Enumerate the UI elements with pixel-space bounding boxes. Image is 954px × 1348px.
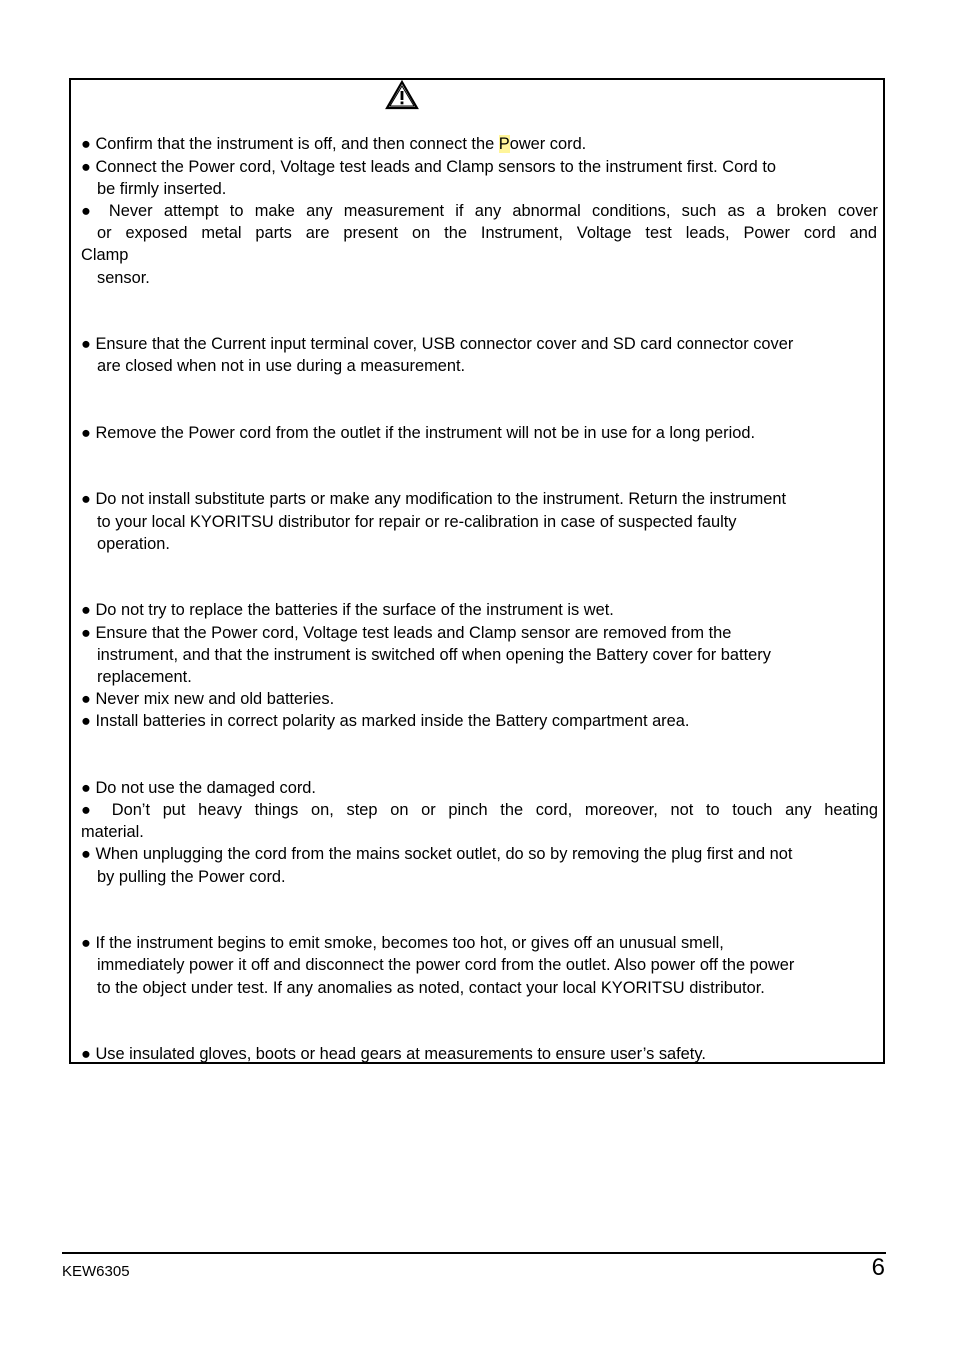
bullet-smoke: ● If the instrument begins to emit smoke, becomes too hot, or gives off an unusual smell,: [81, 934, 724, 952]
warning-box: [69, 78, 885, 1064]
bullet-no-modification: ● Do not install substitute parts or make any modification to the instrument. Return the instrument: [81, 490, 787, 508]
bullet-covers-closed: ● Ensure that the Current input terminal cover, USB connector cover and SD card connector cover: [81, 335, 794, 353]
bullet-no-modification-cont: to your local KYORITSU distributor for repair or re-calibration in case of suspected faulty: [97, 513, 737, 531]
bullet-abnormal-conditions-cont: or exposed metal parts are present on the Instrument, Voltage test leads, Power cord and: [97, 224, 877, 242]
footer-model: KEW6305: [62, 1263, 130, 1280]
bullet-abnormal-conditions-cont2: Clamp: [81, 246, 129, 264]
bullet-battery-replacement-cont: instrument, and that the instrument is switched off when opening the Battery cover for battery: [97, 646, 771, 664]
text-segment: ● Confirm that the instrument is off, and then connect the: [81, 135, 499, 153]
bullet-smoke-cont2: to the object under test. If any anomalies as noted, contact your local KYORITSU distributor.: [97, 979, 765, 997]
bullet-no-modification-cont2: operation.: [97, 535, 170, 553]
bullet-covers-closed-cont: are closed when not in use during a measurement.: [97, 357, 466, 375]
bullet-battery-replacement-cont2: replacement.: [97, 668, 192, 686]
bullet-abnormal-conditions: ● Never attempt to make any measurement if any abnormal conditions, such as a broken cover: [81, 202, 878, 220]
bullet-unplugging-cont: by pulling the Power cord.: [97, 868, 286, 886]
bullet-confirm-power-off: [81, 133, 878, 155]
highlighted-text: P: [498, 135, 510, 153]
bullet-connect-cords-cont: be firmly inserted.: [97, 180, 227, 198]
bullet-insulated-gloves: ● Use insulated gloves, boots or head gears at measurements to ensure user’s safety.: [81, 1045, 706, 1063]
page-number: 6: [871, 1254, 885, 1281]
bullet-battery-replacement: ● Ensure that the Power cord, Voltage test leads and Clamp sensor are removed from the: [81, 624, 732, 642]
bullet-smoke-cont: immediately power it off and disconnect the power cord from the outlet. Also power off the power: [97, 956, 795, 974]
bullet-connect-cords: ● Connect the Power cord, Voltage test leads and Clamp sensors to the instrument first. Cord to: [81, 158, 777, 176]
bullet-remove-power-cord: ● Remove the Power cord from the outlet if the instrument will not be in use for a long period.: [81, 424, 756, 442]
warning-triangle-icon: [385, 80, 419, 110]
bullet-unplugging: ● When unplugging the cord from the mains socket outlet, do so by removing the plug first and not: [81, 845, 793, 863]
bullet-damaged-cord: ● Do not use the damaged cord.: [81, 779, 316, 797]
bullet-heavy-things-cont: material.: [81, 823, 144, 841]
bullet-abnormal-conditions-cont3: sensor.: [97, 269, 150, 287]
bullet-battery-polarity: ● Install batteries in correct polarity as marked inside the Battery compartment area.: [81, 712, 690, 730]
footer-divider: [62, 1252, 886, 1254]
bullet-mix-batteries: ● Never mix new and old batteries.: [81, 690, 335, 708]
bullet-batteries-wet: ● Do not try to replace the batteries if the surface of the instrument is wet.: [81, 601, 614, 619]
text-segment: ower cord.: [509, 135, 587, 153]
bullet-heavy-things: ● Don’t put heavy things on, step on or pinch the cord, moreover, not to touch any heating: [81, 801, 878, 819]
